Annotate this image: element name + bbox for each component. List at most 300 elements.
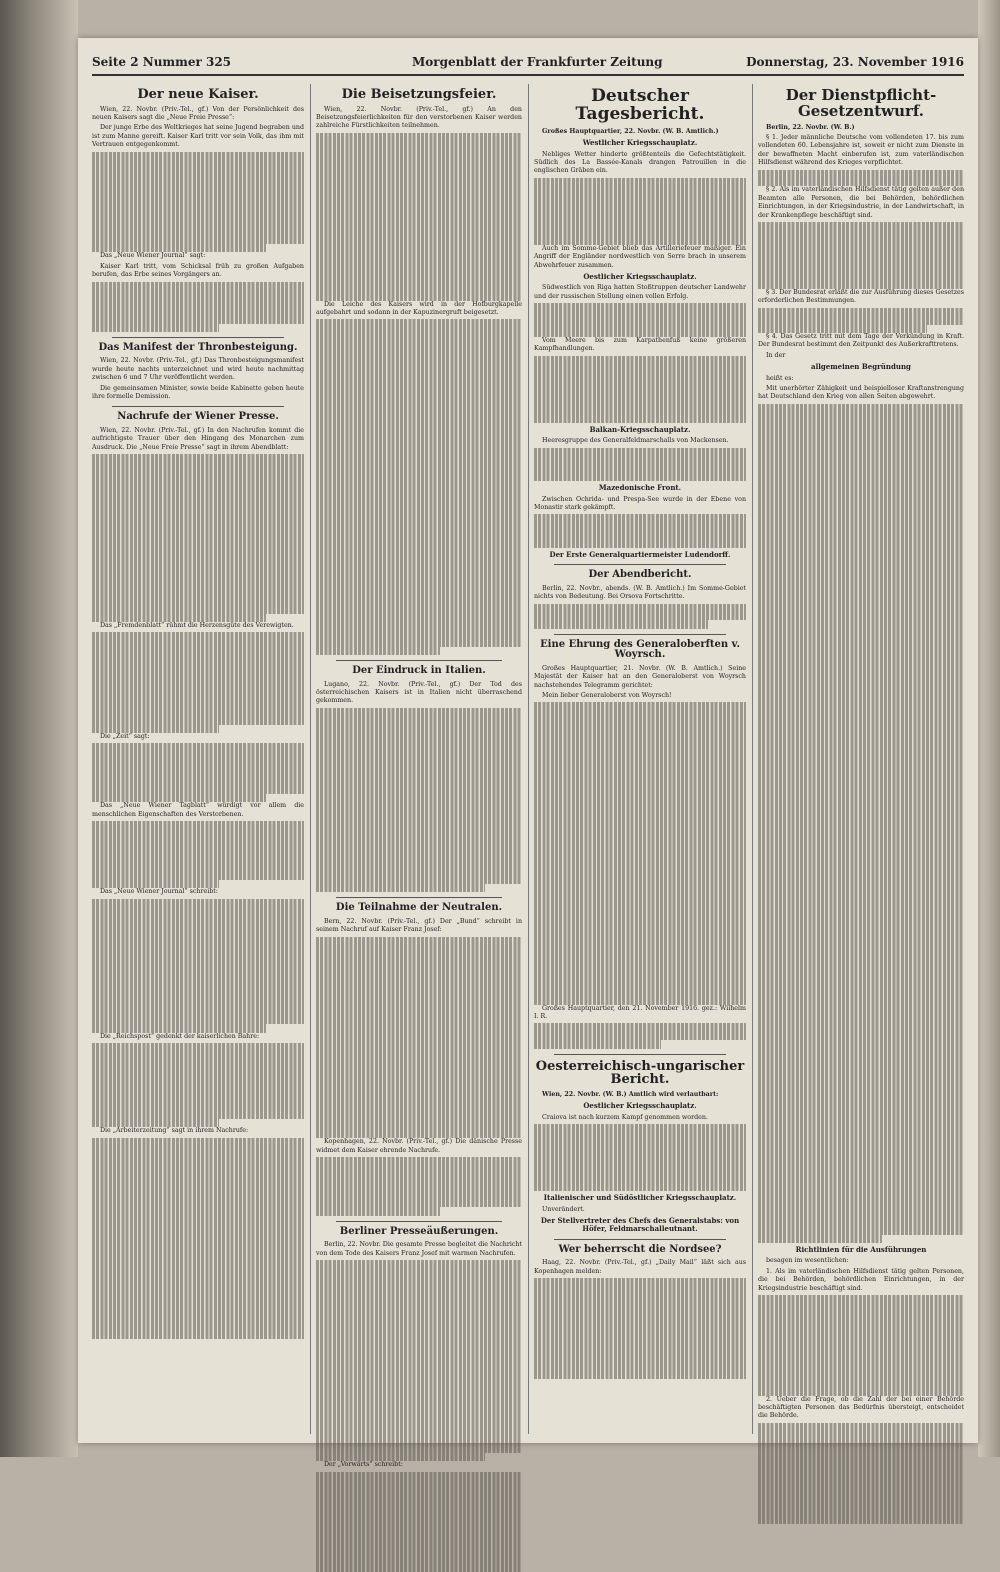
article-text: Berlin, 22. Novbr. Die gesamte Presse begleitet die Nachricht von dem Tode des Kaisers Franz Josef mit warmen Nachrufen. — [316, 1241, 522, 1257]
text-line — [758, 316, 964, 324]
text-line — [316, 1361, 522, 1369]
text-line — [316, 462, 522, 470]
article-text: 2. Ueber die Frage, ob die Zahl der bei einer Behörde beschäftigten Personen das Bedürfnis übersteigt, entscheidet die Behörde. — [758, 1395, 964, 1420]
text-line — [316, 1403, 522, 1411]
text-line — [758, 1134, 964, 1142]
text-line — [316, 945, 522, 953]
text-line — [758, 974, 964, 982]
text-line — [534, 312, 746, 320]
text-line — [92, 530, 304, 538]
text-line — [316, 758, 522, 766]
text-line — [758, 723, 964, 731]
text-line — [316, 1352, 522, 1360]
text-line — [316, 319, 522, 327]
text-line — [92, 632, 304, 640]
newspaper-page — [78, 38, 978, 1469]
text-line — [92, 1238, 304, 1246]
text-line — [758, 1320, 964, 1328]
text-line — [758, 404, 964, 412]
text-line — [758, 1423, 964, 1431]
divider — [554, 634, 726, 635]
text-line — [92, 700, 304, 708]
text-line — [316, 1079, 522, 1087]
text-line — [316, 1071, 522, 1079]
text-line — [534, 1295, 746, 1303]
divider — [554, 1054, 726, 1055]
text-line — [316, 580, 522, 588]
text-line — [758, 1184, 964, 1192]
text-line — [758, 429, 964, 437]
text-line — [316, 370, 522, 378]
text-line — [316, 1182, 522, 1190]
section-oestlich: Oestlicher Kriegsschauplatz. — [583, 272, 697, 282]
text-line — [758, 689, 964, 697]
section-westlich: Westlicher Kriegsschauplatz. — [582, 138, 698, 148]
text-line — [534, 753, 746, 761]
column-rule — [752, 84, 753, 1434]
text-line — [534, 203, 746, 211]
text-line — [534, 988, 746, 996]
text-line — [758, 454, 964, 462]
text-line — [534, 887, 746, 895]
article-text: Das „Neue Wiener Tagblatt“ würdigt vor allem die menschlichen Eigenschaften des Verstorbenen. — [92, 802, 304, 818]
text-line — [92, 846, 304, 854]
dateline: Großes Hauptquartier, 22. Novbr. (W. B. Amtlich.) — [542, 127, 719, 135]
text-line — [92, 185, 304, 193]
text-line — [92, 1314, 304, 1322]
text-line — [758, 756, 964, 764]
text-line — [758, 958, 964, 966]
text-line — [316, 395, 522, 403]
text-line — [534, 1320, 746, 1328]
text-line — [316, 563, 522, 571]
text-line — [316, 1088, 522, 1096]
text-line — [316, 1489, 522, 1497]
text-line — [92, 907, 304, 915]
text-line — [758, 1016, 964, 1024]
text-line — [92, 324, 219, 332]
text-line — [758, 178, 964, 186]
text-line — [316, 842, 522, 850]
text-line — [758, 580, 964, 588]
text-line — [92, 168, 304, 176]
text-line — [758, 614, 964, 622]
text-line — [758, 639, 964, 647]
text-line — [534, 228, 746, 236]
text-line — [758, 1498, 964, 1506]
article-text: Auch im Somme-Gebiet blieb das Artilleriefeuer mäßiger. Ein Angriff der Engländer nordwestlich von Serre brach in unserem Abwehrfeuer zusammen. — [534, 244, 746, 269]
text-line — [534, 862, 746, 870]
text-line — [316, 345, 522, 353]
text-line — [758, 874, 964, 882]
text-line — [316, 328, 522, 336]
text-line — [316, 479, 522, 487]
text-line — [92, 1154, 304, 1162]
text-line — [534, 381, 746, 389]
article-text: Berlin, 22. Novbr., abends. (W. B. Amtlich.) Im Somme-Gebiet nichts von Bedeutung. Bei Orsova Fortschritte. — [534, 584, 746, 601]
text-line — [316, 987, 522, 995]
divider — [336, 1221, 502, 1222]
text-line — [316, 1012, 522, 1020]
text-line — [534, 195, 746, 203]
text-line — [534, 929, 746, 937]
text-line — [534, 1149, 746, 1157]
text-line — [534, 211, 746, 219]
text-line — [758, 1151, 964, 1159]
text-line — [316, 1428, 522, 1436]
text-line — [758, 622, 964, 630]
text-line — [92, 454, 304, 462]
text-line — [92, 572, 304, 580]
text-line — [534, 1158, 746, 1166]
text-line — [316, 150, 522, 158]
text-line — [534, 1183, 746, 1191]
text-line — [92, 505, 304, 513]
text-line — [758, 308, 964, 316]
text-line — [92, 1263, 304, 1271]
text-line — [316, 1268, 522, 1276]
text-line — [758, 256, 964, 264]
text-line — [316, 183, 522, 191]
text-line — [316, 471, 522, 479]
text-line — [316, 554, 522, 562]
text-line — [316, 1063, 522, 1071]
text-line — [92, 1272, 304, 1280]
headline-manifest: Das Manifest der Thronbesteigung. — [98, 341, 298, 353]
text-line — [316, 817, 522, 825]
text-line — [758, 1345, 964, 1353]
text-line — [534, 464, 746, 472]
text-line — [92, 991, 304, 999]
text-line — [758, 412, 964, 420]
article-text: § 2. Als im vaterländischen Hilfsdienst tätig gelten außer den Beamten alle Personen, die bei Behörden, behördlichen Einrichtungen, in der Kriegsindustrie, in der Landwirtschaft, in der Krankenpflege beschäftigt sind. — [758, 186, 964, 219]
text-line — [316, 437, 522, 445]
text-line — [316, 1445, 522, 1453]
text-line — [534, 954, 746, 962]
text-line — [758, 899, 964, 907]
text-line — [316, 571, 522, 579]
text-line — [534, 719, 746, 727]
headline-neutrale: Die Teilnahme der Neutralen. — [335, 902, 503, 914]
text-line — [92, 521, 304, 529]
article-text: Mit unerhörter Zähigkeit und beispielloser Kraftanstrengung hat Deutschland den Krieg von allen Seiten abgewehrt. — [758, 385, 964, 401]
text-line — [316, 208, 522, 216]
text-line — [92, 649, 304, 657]
text-line — [534, 398, 746, 406]
text-line — [316, 538, 522, 546]
text-line — [92, 1247, 304, 1255]
text-line — [316, 487, 522, 495]
text-line — [316, 716, 522, 724]
text-line — [758, 1033, 964, 1041]
text-line — [534, 1337, 746, 1345]
text-line — [758, 941, 964, 949]
text-line — [92, 605, 304, 613]
text-line — [316, 361, 522, 369]
text-line — [316, 200, 522, 208]
text-line — [534, 1023, 746, 1031]
headline-eindruck-italien: Der Eindruck in Italien. — [352, 665, 486, 677]
text-line — [758, 823, 964, 831]
text-line — [92, 674, 304, 682]
text-line — [758, 949, 964, 957]
text-line — [92, 1146, 304, 1154]
text-line — [534, 1328, 746, 1336]
text-line — [316, 783, 522, 791]
text-line — [758, 983, 964, 991]
text-line — [534, 1132, 746, 1140]
text-line — [758, 832, 964, 840]
text-line — [92, 479, 304, 487]
text-line — [758, 264, 964, 272]
text-line — [758, 463, 964, 471]
text-line — [316, 867, 522, 875]
text-line — [92, 666, 304, 674]
text-line — [316, 995, 522, 1003]
text-line — [92, 282, 304, 290]
article-text: Das „Neue Wiener Journal“ schreibt: — [100, 888, 218, 896]
text-line — [316, 1547, 522, 1555]
text-line — [316, 276, 522, 284]
text-line — [316, 1021, 522, 1029]
text-line — [92, 932, 304, 940]
article-text: Kopenhagen, 22. Novbr. (Priv.-Tel., gf.) Die dänische Presse widmet dem Kaiser ehrende Nachrufe. — [316, 1138, 522, 1154]
article-text: Zwischen Ochrida- und Prespa-See wurde in der Ebene von Monastir stark gekämpft. — [534, 495, 746, 511]
text-line — [316, 605, 522, 613]
text-line — [758, 664, 964, 672]
text-line — [316, 292, 522, 300]
text-line — [534, 178, 746, 186]
text-line — [92, 1008, 304, 1016]
text-line — [758, 1218, 964, 1226]
text-line — [92, 177, 304, 185]
text-line — [758, 765, 964, 773]
text-line — [92, 597, 304, 605]
text-line — [758, 605, 964, 613]
newspaper-title: Morgenblatt der Frankfurter Zeitung — [412, 55, 663, 69]
text-line — [316, 504, 522, 512]
text-line — [758, 530, 964, 538]
text-line — [534, 1124, 746, 1132]
text-line — [92, 769, 304, 777]
text-line — [316, 1480, 522, 1488]
text-line — [316, 1436, 522, 1444]
text-line — [316, 192, 522, 200]
text-line — [534, 912, 746, 920]
text-line — [316, 708, 522, 716]
text-line — [534, 531, 746, 539]
text-line — [758, 933, 964, 941]
text-line — [534, 1345, 746, 1353]
text-line — [316, 1335, 522, 1343]
text-line — [758, 446, 964, 454]
text-line — [92, 743, 304, 751]
text-line — [316, 1327, 522, 1335]
text-line — [316, 733, 522, 741]
text-line — [758, 731, 964, 739]
text-line — [534, 946, 746, 954]
text-line — [534, 870, 746, 878]
page-edge — [978, 0, 1000, 1457]
text-line — [316, 884, 485, 892]
text-line — [534, 837, 746, 845]
text-line — [534, 736, 746, 744]
text-line — [758, 1008, 964, 1016]
text-line — [758, 1431, 964, 1439]
text-line — [316, 387, 522, 395]
text-line — [92, 1331, 304, 1339]
article-text: Mein lieber Generaloberst von Woyrsch! — [542, 692, 672, 700]
text-line — [534, 971, 746, 979]
text-line — [534, 996, 746, 1004]
text-line — [316, 647, 440, 655]
text-line — [316, 412, 522, 420]
text-line — [316, 1344, 522, 1352]
divider — [112, 406, 284, 407]
text-line — [758, 513, 964, 521]
text-line — [758, 281, 964, 289]
text-line — [316, 1130, 522, 1138]
text-line — [92, 580, 304, 588]
section-mazedonien: Mazedonische Front. — [598, 483, 682, 493]
text-line — [534, 320, 746, 328]
text-line — [316, 1539, 522, 1547]
column-3 — [534, 84, 746, 1434]
article-text: Großes Hauptquartier, 21. Novbr. (W. B. Amtlich.) Seine Majestät der Kaiser hat an den Generaloberst von Woyrsch nachstehendes Telegramm gerichtet: — [534, 664, 746, 689]
text-line — [534, 921, 746, 929]
text-line — [92, 496, 304, 504]
text-line — [758, 798, 964, 806]
text-line — [316, 1260, 522, 1268]
text-line — [92, 924, 304, 932]
text-line — [92, 160, 304, 168]
column-rule — [528, 84, 529, 1434]
text-line — [92, 855, 304, 863]
text-line — [534, 448, 746, 456]
text-line — [316, 158, 522, 166]
text-line — [316, 834, 522, 842]
text-line — [316, 638, 522, 646]
text-line — [758, 966, 964, 974]
text-line — [92, 1094, 304, 1102]
text-line — [316, 445, 522, 453]
article-text: Die „Zeit“ sagt: — [100, 733, 150, 741]
text-line — [534, 604, 746, 612]
text-line — [92, 1060, 304, 1068]
text-line — [316, 267, 522, 275]
text-line — [758, 1067, 964, 1075]
text-line — [758, 247, 964, 255]
text-line — [92, 716, 304, 724]
text-line — [92, 941, 304, 949]
text-line — [758, 1465, 964, 1473]
text-line — [92, 202, 304, 210]
text-line — [534, 795, 746, 803]
text-line — [316, 1037, 522, 1045]
article-text: § 1. Jeder männliche Deutsche vom vollendeten 17. bis zum vollendeten 60. Lebensjahre ist, soweit er nicht zum Dienste in der bewaffneten Macht einberufen ist, zum vaterländischen Hilfsdienst während des Krieges verpflichtet. — [758, 133, 964, 167]
text-line — [758, 672, 964, 680]
text-line — [92, 1052, 304, 1060]
text-line — [534, 372, 746, 380]
text-line — [92, 683, 304, 691]
text-line — [92, 708, 304, 716]
text-line — [758, 1117, 964, 1125]
text-line — [758, 1109, 964, 1117]
article-text: 1. Als im vaterländischen Hilfsdienst tätig gelten Personen, die bei Behörden, behördlichen Einrichtungen, in der Kriegsindustrie beschäftigt sind. — [758, 1267, 964, 1292]
text-line — [92, 1196, 304, 1204]
text-line — [316, 1369, 522, 1377]
text-line — [758, 325, 927, 333]
text-line — [758, 1312, 964, 1320]
text-line — [316, 1165, 522, 1173]
text-line — [534, 540, 746, 548]
text-line — [316, 336, 522, 344]
text-line — [92, 307, 304, 315]
article-text: Kaiser Karl tritt, vom Schicksal früh zu großen Aufgaben berufen, das Erbe seines Vorgängers an. — [92, 262, 304, 279]
text-line — [534, 523, 746, 531]
text-line — [758, 1473, 964, 1481]
article-text: Das „Neue Wiener Journal“ sagt: — [100, 252, 206, 260]
text-line — [534, 514, 746, 522]
text-line — [758, 572, 964, 580]
text-line — [92, 463, 304, 471]
text-line — [316, 217, 522, 225]
text-line — [758, 790, 964, 798]
text-line — [534, 328, 746, 336]
text-line — [92, 538, 304, 546]
text-line — [758, 1362, 964, 1370]
article-text: Der „Vorwärts“ schreibt: — [324, 1461, 403, 1469]
text-line — [534, 236, 746, 244]
text-line — [758, 714, 964, 722]
text-line — [758, 421, 964, 429]
text-line — [534, 728, 746, 736]
text-line — [316, 512, 522, 520]
text-line — [316, 1199, 522, 1207]
text-line — [534, 937, 746, 945]
text-line — [758, 882, 964, 890]
article-text: besagen im wesentlichen: — [766, 1257, 849, 1265]
headline-nachrufe: Nachrufe der Wiener Presse. — [117, 411, 279, 423]
text-line — [534, 845, 746, 853]
text-line — [758, 1125, 964, 1133]
text-line — [92, 1138, 304, 1146]
text-line — [758, 170, 964, 178]
section-balkan: Balkan-Kriegsschauplatz. — [589, 424, 691, 434]
dateline: Berlin, 22. Novbr. (W. B.) — [766, 123, 855, 131]
text-line — [316, 1121, 522, 1129]
text-line — [92, 871, 304, 879]
text-line — [92, 949, 304, 957]
text-line — [534, 761, 746, 769]
text-line — [758, 588, 964, 596]
headline-nordsee: Wer beherrscht die Nordsee? — [558, 1243, 722, 1255]
text-line — [534, 1166, 746, 1174]
text-line — [758, 1050, 964, 1058]
text-line — [92, 244, 266, 252]
text-line — [758, 698, 964, 706]
text-line — [92, 957, 304, 965]
text-line — [758, 907, 964, 915]
text-line — [758, 1371, 964, 1379]
text-line — [758, 916, 964, 924]
text-line — [92, 1213, 304, 1221]
text-line — [758, 505, 964, 513]
article-text: Die „Reichspost“ gedenkt der kaiserlichen Bahre: — [100, 1032, 260, 1040]
text-line — [316, 454, 522, 462]
text-line — [316, 1174, 522, 1182]
column-2 — [316, 84, 522, 1469]
